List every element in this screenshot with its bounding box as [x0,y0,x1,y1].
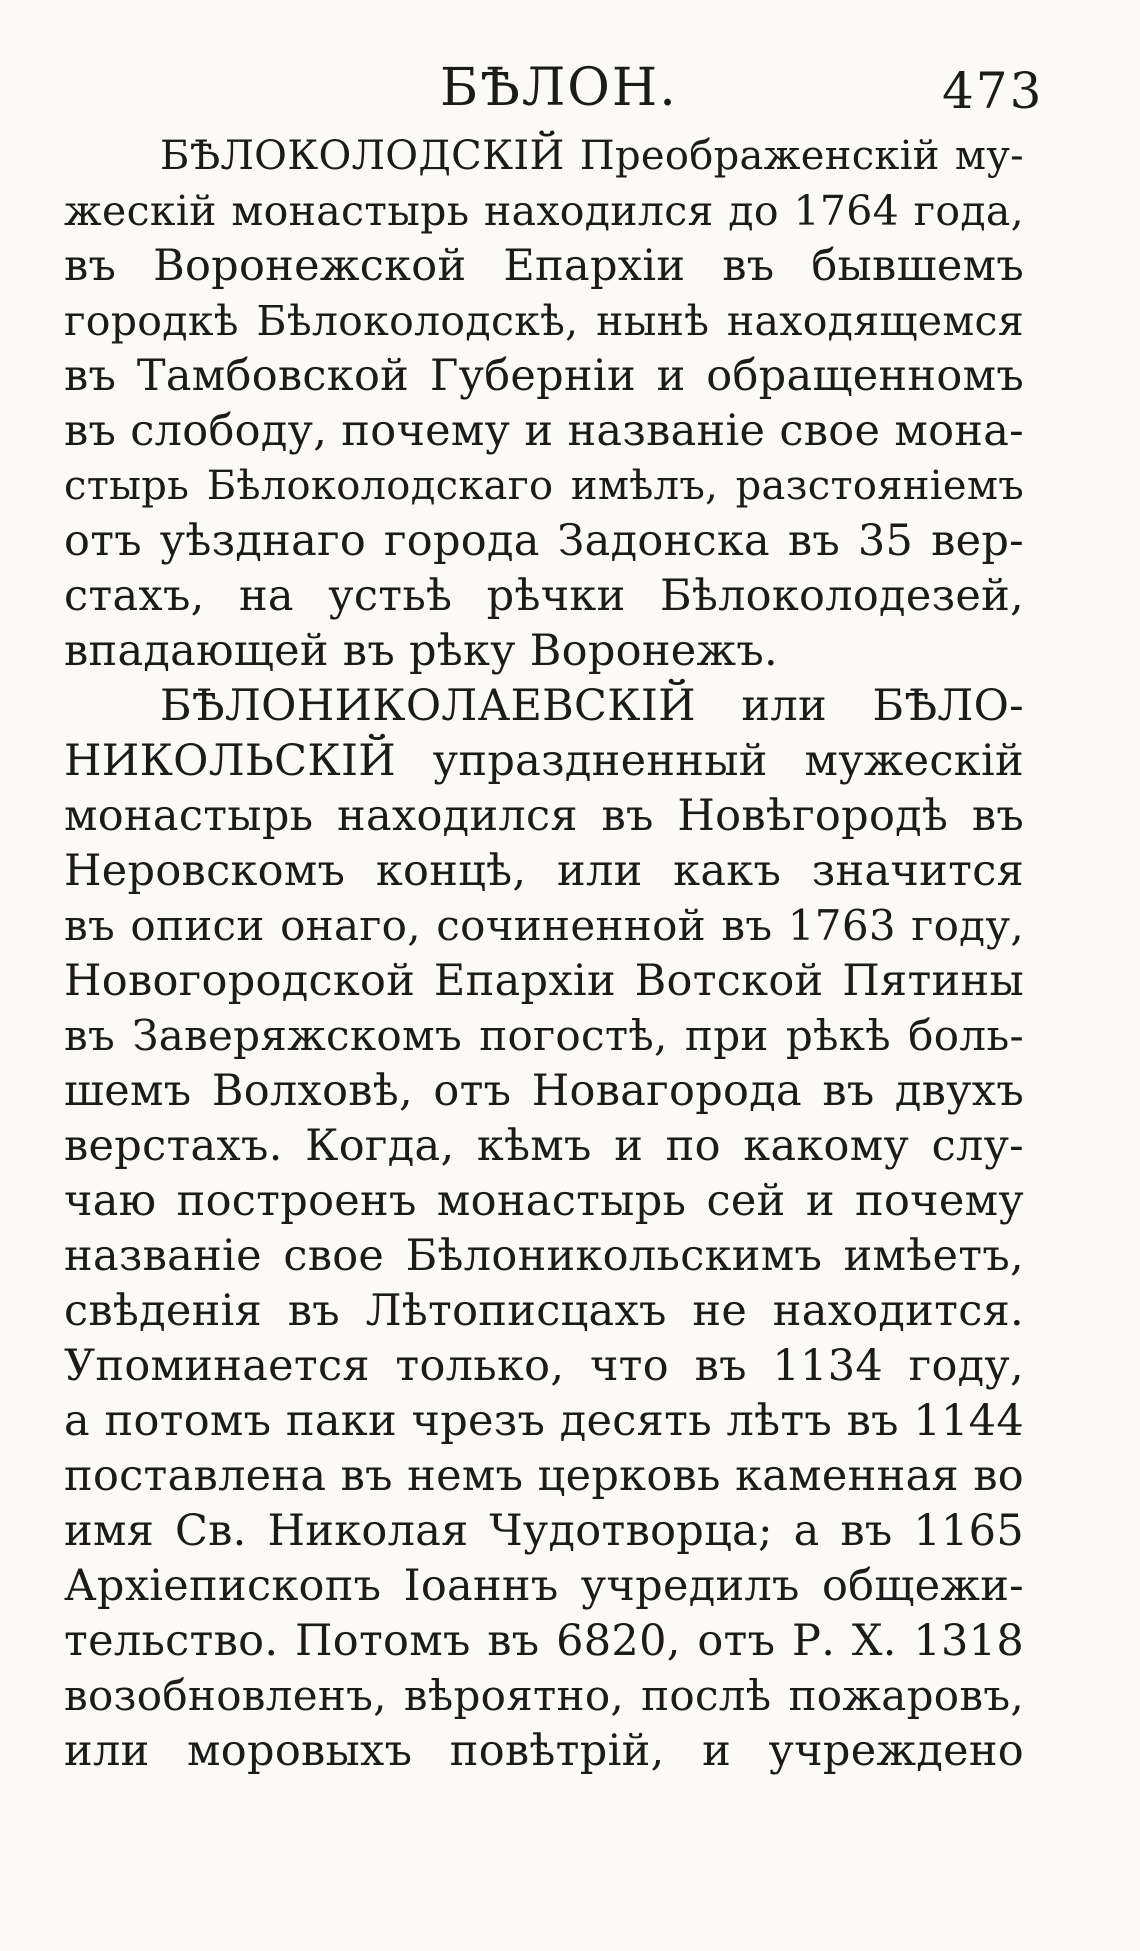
text-line: Новогородской Епархіи Вотской Пятины [64,956,1024,1006]
text-line: тельство. Потомъ въ 6820, отъ Р. Х. 1318 [64,1616,1024,1666]
text-line: имя Св. Николая Чудотворца; а въ 1165 [64,1506,1024,1556]
text-line: впадающей въ рѣку Воронежъ. [64,626,779,676]
text-line: названіе свое Бѣлоникольскимъ имѣетъ, [64,1231,1024,1281]
text-line: въ Заверяжскомъ погостѣ, при рѣкѣ боль- [64,1011,1024,1060]
text-line: Неровскомъ концѣ, или какъ значится [64,846,1024,896]
text-line: БѢЛОНИКОЛАЕВСКІЙ или БѢЛО- [160,681,1024,731]
running-head-title: БѢЛОН. [440,58,678,118]
text-line: Упоминается только, что въ 1134 году, [64,1341,1024,1391]
text-line: стахъ, на устьѣ рѣчки Бѣлоколодезей, [64,571,1024,621]
text-line: возобновленъ, вѣроятно, послѣ пожаровъ, [64,1671,1024,1720]
text-line: свѣденія въ Лѣтописцахъ не находится. [64,1286,1024,1336]
text-line: НИКОЛЬСКІЙ упраздненный мужескій [64,736,1024,786]
text-line: верстахъ. Когда, кѣмъ и по какому слу- [64,1121,1024,1171]
text-line: монастырь находился въ Новѣгородѣ въ [64,791,1024,841]
text-line: а потомъ паки чрезъ десять лѣтъ въ 1144 [64,1396,1024,1446]
page-number: 473 [942,62,1044,120]
text-line: БѢЛОКОЛОДСКІЙ Преображенскій му- [160,133,1024,179]
text-line: въ Воронежской Епархіи въ бывшемъ [64,241,1024,291]
text-line: Архіепископъ Іоаннъ учредилъ общежи- [64,1561,1024,1611]
text-line: чаю построенъ монастырь сей и почему [64,1176,1024,1226]
text-line: городкѣ Бѣлоколодскѣ, нынѣ находящемся [64,297,1024,345]
text-line: отъ уѣзднаго города Задонска въ 35 вер- [64,516,1024,566]
text-line: въ описи онаго, сочиненной въ 1763 году, [64,901,1024,950]
text-line: поставлена въ немъ церковь каменная во [64,1451,1024,1501]
text-line: стырь Бѣлоколодскаго имѣлъ, разстояніемъ [64,463,1024,509]
text-line: или моровыхъ повѣтрій, и учреждено [64,1726,1024,1776]
text-line: жескій монастырь находился до 1764 года, [64,187,1024,235]
text-line: въ слободу, почему и названіе свое мона- [64,406,1024,456]
text-line: въ Тамбовской Губерніи и обращенномъ [64,351,1024,401]
text-line: шемъ Волховѣ, отъ Новагорода въ двухъ [64,1066,1024,1116]
